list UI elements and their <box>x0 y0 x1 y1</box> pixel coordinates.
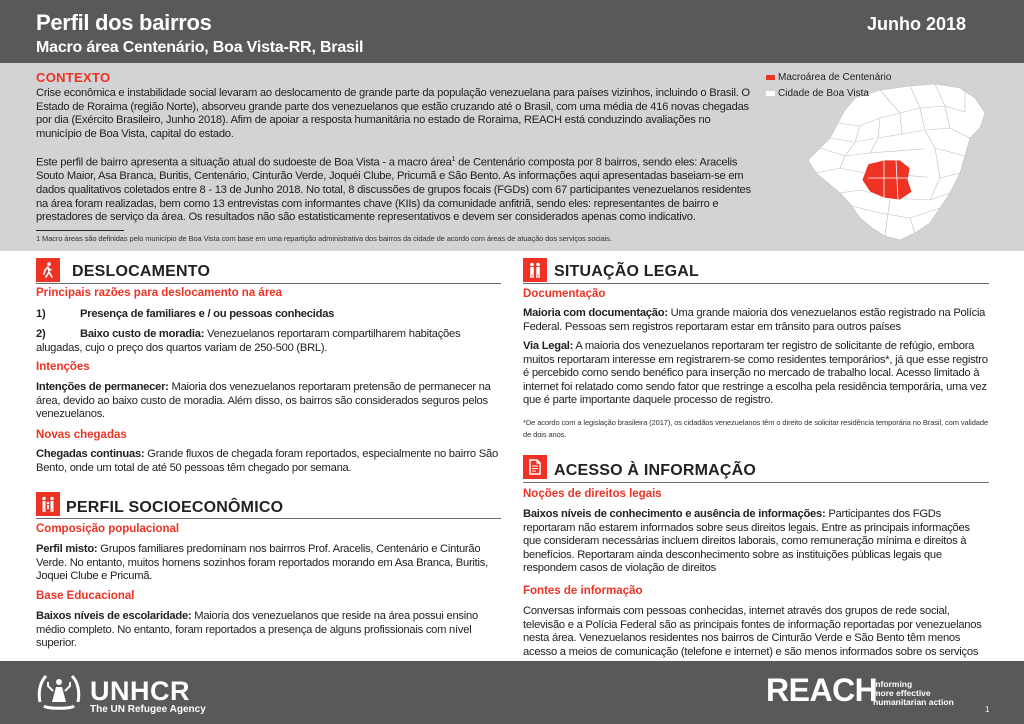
perfil-subheading-education: Base Educacional <box>36 590 135 602</box>
acesso-rule <box>523 482 989 483</box>
acesso-heading: ACESSO À INFORMAÇÃO <box>554 462 757 479</box>
documentation-lead: Maioria com documentação: <box>523 307 668 319</box>
reason-2-text: Venezuelanos reportaram compartilharem habitações alugadas, cujo o preço dos quartos variam de 250-500 (BRL). <box>36 328 461 354</box>
population-paragraph <box>36 543 500 584</box>
deslocamento-subheading-arrivals: Novas chegadas <box>36 429 127 441</box>
legal-route-lead: Via Legal: <box>523 340 574 352</box>
education-lead: Baixos níveis de escolaridade: <box>36 610 192 622</box>
page-subtitle: Macro área Centenário, Boa Vista-RR, Brasil <box>36 39 364 56</box>
legend-label-macroarea: Macroárea de Centenário <box>778 72 892 83</box>
population-text: Grupos familiares predominam nos bairrros Prof. Aracelis, Centenário e Cinturão Verde. No entanto, muitos homens sozinhos foram reportados morando em Asa Branca, Buritis, Joquei Clube e Pricumã. <box>36 543 488 583</box>
education-text: Maioria dos venezuelanos que reside na área possui ensino médio completo. No entanto, foram reportados a presença de alguns profissionais com nível superior. <box>36 610 478 650</box>
intentions-lead: Intenções de permanecer: <box>36 381 169 393</box>
footnote-marker: 1 <box>451 156 456 163</box>
legend-item-city <box>766 88 869 99</box>
footnote-rule <box>36 230 124 231</box>
page-title: Perfil dos bairros <box>36 10 212 35</box>
reach-tagline-line-3: humanitarian action <box>873 697 954 707</box>
legend-swatch-macroarea <box>766 75 775 80</box>
reason-2 <box>36 328 500 355</box>
intentions-paragraph <box>36 381 500 422</box>
legal-footnote: *De acordo com a legislação brasileira (2017), os cidadãos venezuelanos têm o direito de solicitar residência temporária no Brasil, com validade de dois anos. <box>523 418 989 439</box>
intentions-text: Maioria dos venezuelanos reportaram pretensão de permanecer na área, devido ao baixo custo de moradia. Além disso, os bairros são considerados seguros pelos venezuelanos. <box>36 381 491 421</box>
situacao-subheading-documentation: Documentação <box>523 288 606 300</box>
perfil-heading: PERFIL SOCIOECONÔMICO <box>66 499 284 516</box>
rights-text: Participantes dos FGDs reportaram não estarem informados sobre seus direitos legais. Entre as principais informações que consideram necessárias incluem direitos laborais, como remuneração mínima e direitos à benefícios. Reportaram ainda desconhecimento sobre as instituições públicas legais que respondem casos de violação de direitos <box>523 508 970 575</box>
reason-2-num: 2) <box>36 328 46 340</box>
reach-tagline <box>873 680 954 707</box>
reach-tagline-line-2: more effective <box>873 688 931 698</box>
reason-1 <box>80 308 334 322</box>
legend-item-macroarea <box>766 72 891 83</box>
arrivals-text: Grande fluxos de chegada foram reportados, especialmente no bairro São Bento, onde um total de até 50 pessoas têm chegado por semana. <box>36 448 498 474</box>
reason-2-lead: Baixo custo de moradia: <box>80 328 205 340</box>
acesso-subheading-sources: Fontes de informação <box>523 585 643 597</box>
legal-route-paragraph <box>523 340 989 408</box>
reason-1-number <box>36 308 45 322</box>
deslocamento-rule <box>36 283 501 284</box>
unhcr-wordmark: UNHCR <box>90 676 190 706</box>
legend-swatch-city <box>766 91 775 96</box>
context-heading: CONTEXTO <box>36 70 111 85</box>
sources-paragraph: Conversas informais com pessoas conhecidas, internet através dos grupos de rede social, televisão e a Polícia Federal são as principais fontes de informação reportadas por venezuelanos nesta área. Venezuelanos residentes nos bairros de Cinturão Verde e São Bento têm menos acesso a meios de comunicação (telefone e internet) e são menos informados sobre os serviços <box>523 605 982 658</box>
acesso-subheading-rights: Noções de direitos legais <box>523 488 662 500</box>
reason-1-text: Presença de familiares e / ou pessoas conhecidas <box>80 308 335 320</box>
unhcr-logo-icon <box>36 672 82 712</box>
situacao-heading: SITUAÇÃO LEGAL <box>554 263 700 280</box>
reach-wordmark: REACH <box>766 672 878 708</box>
deslocamento-subheading-intentions: Intenções <box>36 361 90 373</box>
family-icon <box>36 492 60 516</box>
reason-1-num: 1) <box>36 308 46 320</box>
legal-people-icon <box>523 258 547 282</box>
population-lead: Perfil misto: <box>36 543 98 555</box>
situacao-rule <box>523 283 989 284</box>
context-paragraph-2-end: de Centenário composta por 8 bairros, sendo eles: Aracelis Souto Maior, Asa Branca, Buritis, Centenário, Cinturão Verde, Joquéi Clube, Pricumã e São Bento. As informações aqui apresentadas baseiam-se em dados qualitativos coletados entre 8 - 13 de Junho 2018. No total, 8 discussões de grupos focais (FGDs) com 67 participantes venezuelanos residentes na área foram realizadas, bem como 13 entrevistas com informantes chave (KIIs) da comunidade anfitriã, sendo eles: representantes de bairro e prestadores de serviço da área. Os resultados não são estatisticamente representativos e devem ser considerados apenas como indicativo. <box>36 156 751 224</box>
document-icon <box>523 455 547 479</box>
context-paragraph-2-start: Este perfil de bairro apresenta a situação atual do sudoeste de Boa Vista - a macro área <box>36 156 452 169</box>
perfil-rule <box>36 518 501 519</box>
legend-label-city: Cidade de Boa Vista <box>778 88 869 99</box>
documentation-text: Uma grande maioria dos venezuelanos estão registrado na Polícia Federal. Pessoas sem registros reportaram estar em trânsito para outros países <box>523 307 986 333</box>
deslocamento-subheading-reasons: Principais razões para deslocamento na área <box>36 287 283 299</box>
context-footnote: 1 Macro áreas são definidas pelo município de Boa Vista com base em uma repartição administrativa dos bairros da cidade de acordo com áreas de atuação dos serviços sociais. <box>36 234 612 243</box>
unhcr-tagline: The UN Refugee Agency <box>90 704 206 715</box>
page-number: 1 <box>985 705 990 714</box>
arrivals-lead: Chegadas continuas: <box>36 448 145 460</box>
report-date: Junho 2018 <box>866 14 966 34</box>
walking-person-icon <box>36 258 60 282</box>
perfil-subheading-population: Composição populacional <box>36 523 180 535</box>
context-paragraph-1: Crise econômica e instabilidade social levaram ao deslocamento de grande parte da população venezuelana para países vizinhos, incluindo o Brasil. O Estado de Roraima (região Norte), absorveu grande parte dos venezuelanos que estão cruzando até o Brasil, com uma média de 416 novas chegadas por dia (Exército Brasileiro, Junho 2018). Afim de apoiar a resposta humanitária no estado de Roraima, REACH está conduzindo avaliações no município de Boa Vista, capital do estado. <box>36 87 750 140</box>
arrivals-paragraph <box>36 448 500 475</box>
legal-route-text: A maioria dos venezuelanos reportaram ter registro de solicitante de refúgio, embora muitos reportaram interesse em registrarem-se como residentes temporários*, já que esse registro é percebido como sendo benéfico para inserção no mercado de trabalho local. Acesso limitado à internet foi relatado como sendo fator que restringe a escolha pela residência temporária, uma vez que é parte importante daquele processo de registro. <box>523 340 988 407</box>
reach-tagline-line-1: Informing <box>873 679 913 689</box>
context-paragraph-2 <box>36 153 752 225</box>
rights-paragraph <box>523 508 989 576</box>
deslocamento-heading: DESLOCAMENTO <box>72 263 211 280</box>
rights-lead: Baixos níveis de conhecimento e ausência de informações: <box>523 508 826 520</box>
documentation-paragraph <box>523 307 989 334</box>
education-paragraph <box>36 610 500 651</box>
